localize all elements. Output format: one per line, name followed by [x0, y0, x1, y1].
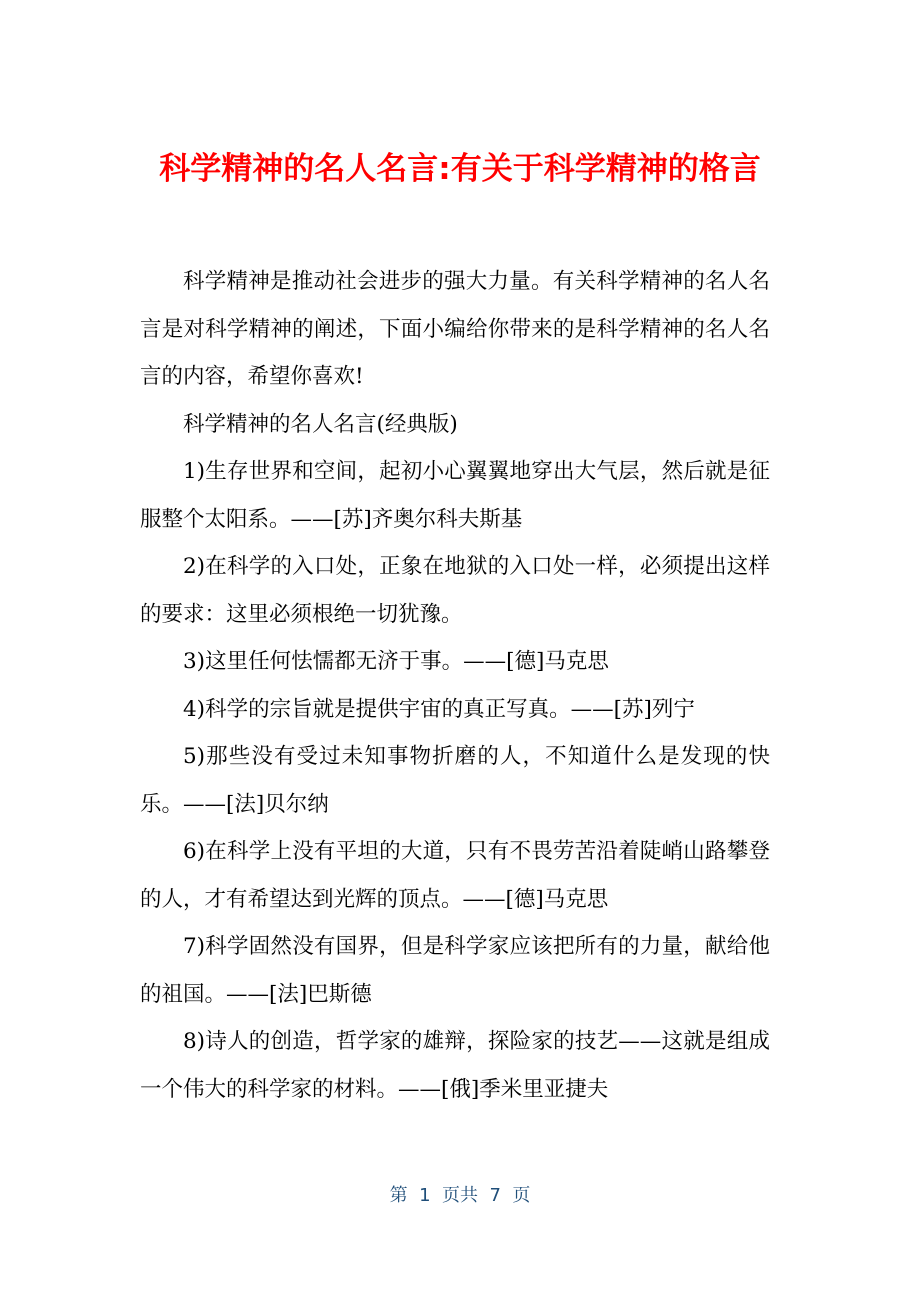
document-body: [140, 258, 770, 1113]
quote-item-8: 8)诗人的创造，哲学家的雄辩，探险家的技艺——这就是组成一个伟大的科学家的材料。——[俄]季米里亚捷夫: [140, 1029, 770, 1102]
section-heading: 科学精神的名人名言(经典版): [183, 411, 458, 437]
page-footer: 第 1 页共 7 页: [389, 1185, 531, 1206]
quote-item-1: 1)生存世界和空间，起初小心翼翼地穿出大气层，然后就是征服整个太阳系。——[苏]齐奥尔科夫斯基: [140, 459, 770, 532]
quote-item-2: 2)在科学的入口处，正象在地狱的入口处一样，必须提出这样的要求：这里必须根绝一切犹豫。: [140, 554, 770, 627]
quote-item-5: 5)那些没有受过未知事物折磨的人，不知道什么是发现的快乐。——[法]贝尔纳: [140, 744, 770, 817]
page-title: 科学精神的名人名言:有关于科学精神的格言: [159, 151, 761, 187]
quote-item-7: 7)科学固然没有国界，但是科学家应该把所有的力量，献给他的祖国。——[法]巴斯德: [140, 934, 770, 1007]
intro-paragraph: 科学精神是推动社会进步的强大力量。有关科学精神的名人名言是对科学精神的阐述，下面小编给你带来的是科学精神的名人名言的内容，希望你喜欢!: [140, 269, 770, 389]
quote-item-3: 3)这里任何怯懦都无济于事。——[德]马克思: [183, 649, 609, 674]
quote-item-6: 6)在科学上没有平坦的大道，只有不畏劳苦沿着陡峭山路攀登的人，才有希望达到光辉的顶点。——[德]马克思: [140, 839, 770, 912]
quote-item-4: 4)科学的宗旨就是提供宇宙的真正写真。——[苏]列宁: [183, 696, 695, 722]
